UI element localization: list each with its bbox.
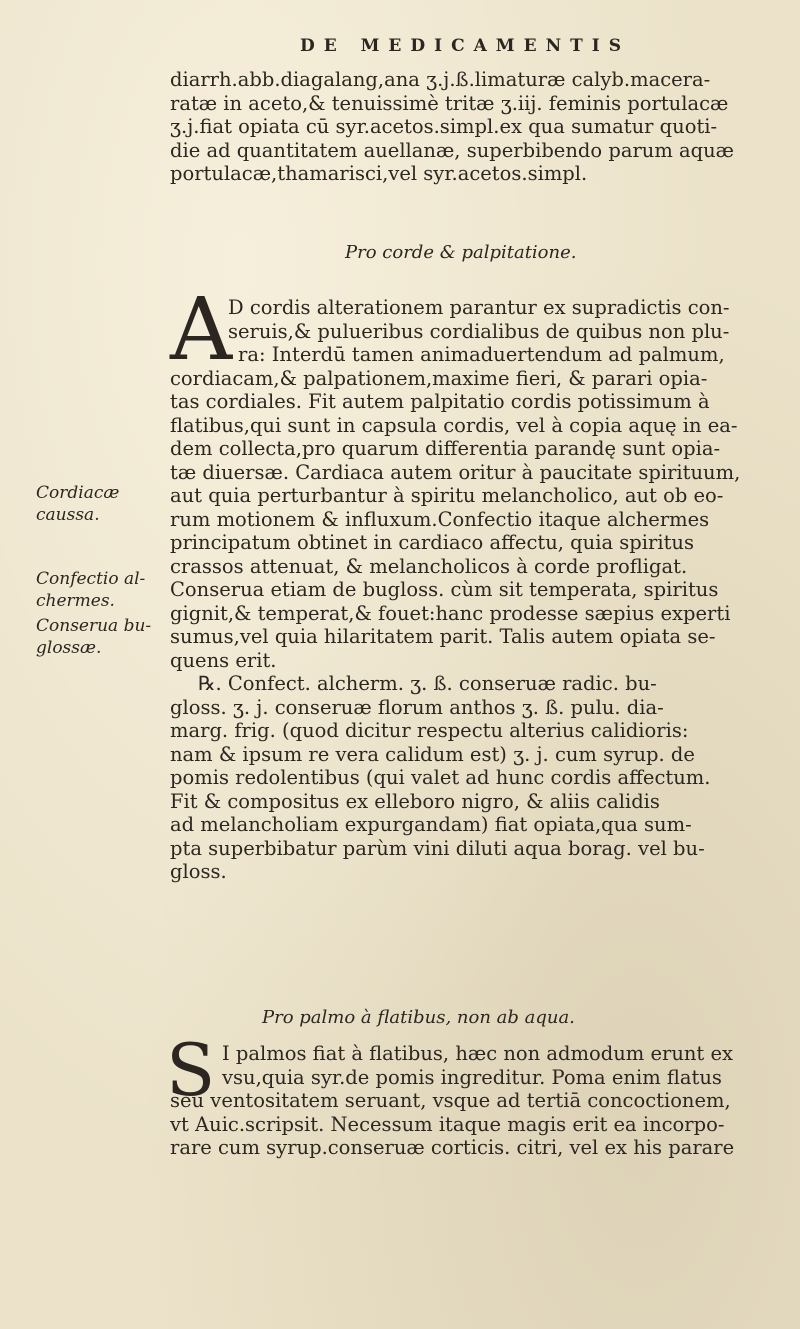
text-line: dem collecta,pro quarum differentia parandę sunt opia- [170, 437, 721, 460]
text-line: tas cordiales. Fit autem palpitatio cordis potissimum à [170, 390, 710, 413]
section-heading: Pro palmo à flatibus, non ab aqua. [262, 1007, 575, 1028]
text-line: nam & ipsum re vera calidum est) ʒ. j. cum syrup. de [170, 742, 695, 766]
text-line: gloss. ʒ. j. conseruæ florum anthos ʒ. ß. pulu. dia- [170, 695, 664, 719]
drop-cap: S [166, 1028, 216, 1112]
margin-note-line: Conserua bu- [36, 616, 152, 636]
text-line: marg. frig. (quod dicitur respectu alterius calidioris: [170, 719, 689, 742]
text-line: cordiacam,& palpationem,maxime fieri, & parari opia- [170, 366, 708, 390]
text-line: Fit & compositus ex elleboro nigro, & aliis calidis [170, 789, 660, 813]
text-line: seu ventositatem seruant, vsque ad tertiā concoctionem, [170, 1089, 731, 1112]
text-line: pta superbibatur parùm vini diluti aqua borag. vel bu- [170, 836, 705, 860]
text-line: rare cum syrup.conseruæ corticis. citri, vel ex his parare [170, 1136, 735, 1159]
text-line: tæ diuersæ. Cardiaca autem oritur à paucitate spirituum, [170, 460, 741, 484]
section-2-opening [222, 1042, 772, 1089]
text-line: vsu,quia syr.de pomis ingreditur. Poma enim flatus [222, 1065, 722, 1089]
margin-note-conserua [36, 615, 166, 659]
text-line: quens erit. [170, 648, 277, 672]
text-line: die ad quantitatem auellanæ, superbibendo parum aquæ [170, 138, 735, 162]
text-line: flatibus,qui sunt in capsula cordis, vel à copia aquę in ea- [170, 413, 738, 437]
margin-note-line: Confectio al- [36, 569, 146, 589]
text-line: Conserua etiam de bugloss. cùm sit temperata, spiritus [170, 578, 719, 601]
text-line: principatum obtinet in cardiaco affectu, quia spiritus [170, 531, 694, 554]
text-line: pomis redolentibus (qui valet ad hunc cordis affectum. [170, 766, 711, 789]
section-1-opening [228, 296, 768, 367]
section-heading: Pro corde & palpitatione. [345, 242, 577, 263]
text-line: ratæ in aceto,& tenuissimè tritæ ʒ.iij. feminis portulacæ [170, 91, 729, 115]
text-line: sumus,vel quia hilaritatem parit. Talis autem opiata se- [170, 625, 716, 648]
drop-cap: A [170, 280, 233, 380]
margin-note-confectio [36, 568, 166, 612]
text-line: crassos attenuat, & melancholicos à corde profligat. [170, 554, 688, 578]
text-line: aut quia perturbantur à spiritu melancholico, aut ob eo- [170, 484, 724, 507]
text-line: diarrh.abb.diagalang,ana ʒ.j.ß.limaturæ calyb.macera- [170, 68, 711, 91]
margin-note-line: caussa. [36, 505, 100, 525]
text-line: ra: Interdū tamen animaduertendum ad palmum, [238, 343, 725, 366]
text-line: vt Auic.scripsit. Necessum itaque magis erit ea incorpo- [170, 1112, 725, 1136]
margin-note-line: chermes. [36, 591, 115, 611]
top-paragraph [170, 68, 770, 186]
text-line: D cordis alterationem parantur ex supradictis con- [228, 296, 730, 319]
text-line: ʒ.j.fiat opiata cū syr.acetos.simpl.ex qua sumatur quoti- [170, 115, 718, 138]
text-line: gloss. [170, 860, 227, 883]
margin-note-cordiacae [36, 482, 166, 526]
section-2-body [170, 1089, 770, 1160]
section-1-body [170, 367, 770, 884]
text-line: rum motionem & influxum.Confectio itaque alchermes [170, 507, 710, 531]
text-line: ad melancholiam expurgandam) fiat opiata,qua sum- [170, 813, 692, 836]
margin-note-line: Cordiacæ [36, 483, 120, 503]
margin-note-line: glossæ. [36, 638, 102, 658]
recipe-line: ℞. Confect. alcherm. ʒ. ß. conseruæ radic. bu- [198, 672, 657, 695]
text-line: seruis,& pulueribus cordialibus de quibus non plu- [228, 319, 730, 343]
text-line: gignit,& temperat,& fouet:hanc prodesse sæpius experti [170, 601, 731, 625]
text-line: I palmos fiat à flatibus, hæc non admodum erunt ex [222, 1042, 734, 1065]
text-line: portulacæ,thamarisci,vel syr.acetos.simpl. [170, 162, 588, 185]
running-head: DE MEDICAMENTIS [300, 36, 631, 56]
